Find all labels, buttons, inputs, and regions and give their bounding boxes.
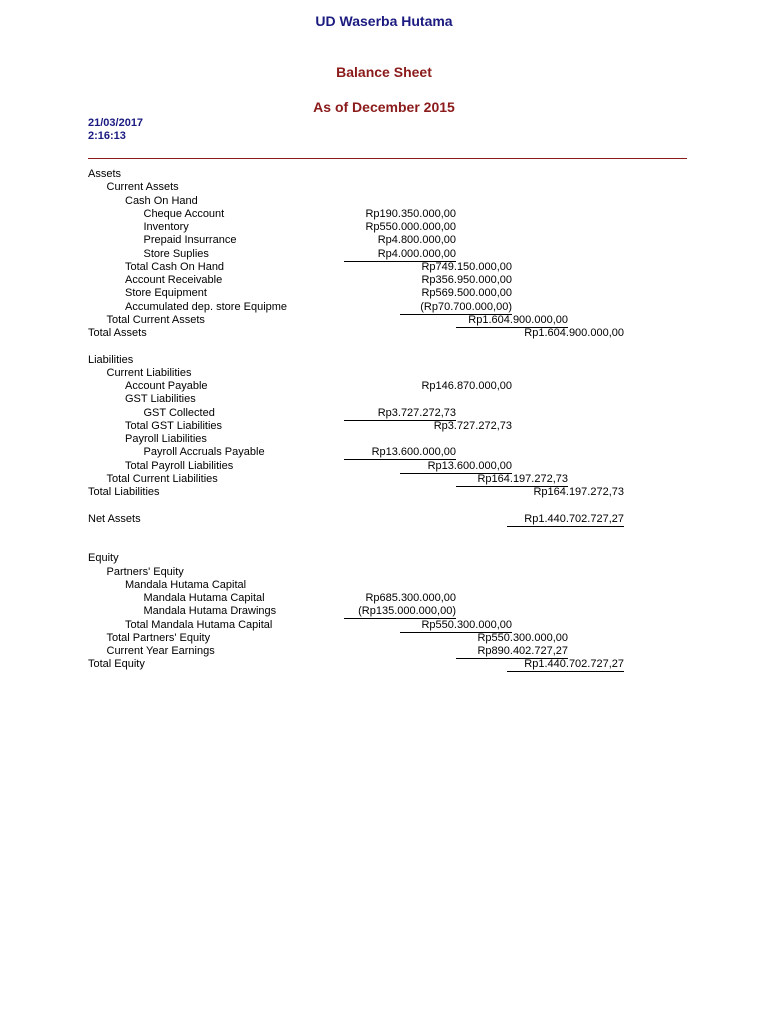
row-label: Total GST Liabilities — [125, 419, 223, 432]
row-label: Current Year Earnings — [106, 645, 215, 657]
row-label: Assets — [88, 168, 122, 180]
row-label: Partners' Equity — [106, 565, 184, 578]
statement-row — [0, 181, 768, 194]
statement-row — [0, 287, 768, 300]
row-label: Net Assets — [88, 512, 141, 525]
row-amount: Rp4.000.000,00 — [377, 247, 456, 260]
print-time: 2:16:13 — [88, 130, 126, 142]
row-label: GST Collected — [143, 406, 215, 419]
row-amount: (Rp135.000.000,00) — [358, 605, 456, 618]
statement-row — [0, 566, 768, 579]
row-amount: Rp164.197.272,73 — [533, 486, 624, 498]
row-label: Mandala Hutama Capital — [143, 592, 265, 604]
row-amount: Rp685.300.000,00 — [365, 592, 456, 604]
statement-row — [0, 380, 768, 393]
statement-row — [0, 645, 768, 658]
header-divider — [88, 158, 687, 159]
row-label: Store Suplies — [143, 247, 209, 260]
report-period: As of December 2015 — [313, 99, 455, 115]
statement-row — [0, 619, 768, 632]
statement-row — [0, 261, 768, 274]
statement-row — [0, 327, 768, 340]
row-label: Cheque Account — [143, 207, 225, 220]
row-label: Payroll Accruals Payable — [143, 446, 265, 459]
statement-row — [0, 592, 768, 605]
statement-row — [0, 579, 768, 592]
row-amount: Rp550.000.000,00 — [365, 221, 456, 233]
statement-row — [0, 420, 768, 433]
row-label: Payroll Liabilities — [125, 433, 207, 445]
statement-row — [0, 513, 768, 526]
row-label: Store Equipment — [125, 287, 207, 300]
statement-row — [0, 632, 768, 645]
row-amount: Rp13.600.000,00 — [371, 446, 456, 459]
row-amount: (Rp70.700.000,00) — [420, 300, 512, 313]
statement-row — [0, 499, 768, 512]
statement-row — [0, 301, 768, 314]
row-label: Current Liabilities — [106, 366, 192, 379]
row-amount: Rp190.350.000,00 — [365, 207, 456, 220]
row-label: Mandala Hutama Capital — [125, 578, 247, 591]
row-amount: Rp550.300.000,00 — [477, 631, 568, 644]
row-amount: Rp1.440.702.727,27 — [524, 658, 624, 671]
statement-row — [0, 605, 768, 618]
statement-row — [0, 473, 768, 486]
row-label: Mandala Hutama Drawings — [143, 605, 277, 618]
statement-row — [0, 168, 768, 181]
row-label: Equity — [88, 552, 119, 565]
row-amount: Rp4.800.000,00 — [377, 234, 456, 247]
row-label: Total Current Liabilities — [106, 472, 218, 485]
statement-row — [0, 354, 768, 367]
row-amount: Rp3.727.272,73 — [433, 419, 512, 432]
row-label: Account Payable — [125, 380, 208, 392]
statement-row — [0, 367, 768, 380]
row-label: Total Equity — [88, 658, 145, 671]
row-amount: Rp1.604.900.000,00 — [524, 327, 624, 339]
print-date: 21/03/2017 — [88, 117, 144, 129]
row-amount: Rp550.300.000,00 — [421, 618, 512, 631]
statement-row — [0, 539, 768, 552]
statement-row — [0, 195, 768, 208]
row-label: Liabilities — [88, 353, 134, 366]
statement-row — [0, 446, 768, 459]
balance-sheet-body — [0, 168, 768, 672]
statement-row — [0, 314, 768, 327]
statement-row — [0, 526, 768, 539]
row-amount: Rp1.604.900.000,00 — [468, 313, 568, 326]
row-amount: Rp3.727.272,73 — [377, 406, 456, 419]
statement-row — [0, 552, 768, 565]
row-label: Total Cash On Hand — [125, 260, 225, 273]
statement-row — [0, 340, 768, 353]
statement-row — [0, 221, 768, 234]
row-amount: Rp146.870.000,00 — [421, 380, 512, 392]
statement-row — [0, 248, 768, 261]
row-label: Accumulated dep. store Equipme — [125, 300, 288, 313]
statement-row — [0, 208, 768, 221]
row-label: GST Liabilities — [125, 393, 196, 406]
row-label: Total Mandala Hutama Capital — [125, 618, 273, 631]
row-amount: Rp749.150.000,00 — [421, 260, 512, 273]
row-label: Prepaid Insurrance — [143, 234, 237, 247]
row-amount: Rp890.402.727,27 — [477, 645, 568, 657]
row-label: Account Receivable — [125, 274, 223, 286]
company-name: UD Waserba Hutama — [315, 13, 453, 29]
report-title: Balance Sheet — [336, 64, 432, 80]
row-amount: Rp569.500.000,00 — [421, 287, 512, 300]
row-label: Total Partners' Equity — [106, 631, 211, 644]
row-label: Total Payroll Liabilities — [125, 459, 234, 472]
statement-row — [0, 486, 768, 499]
row-label: Cash On Hand — [125, 194, 198, 207]
statement-row — [0, 460, 768, 473]
row-amount: Rp164.197.272,73 — [477, 472, 568, 485]
statement-row — [0, 234, 768, 247]
subtotal-underline — [507, 671, 624, 672]
statement-row — [0, 433, 768, 446]
statement-row — [0, 393, 768, 406]
statement-row — [0, 274, 768, 287]
statement-row — [0, 407, 768, 420]
row-amount: Rp13.600.000,00 — [427, 459, 512, 472]
statement-row — [0, 658, 768, 671]
row-amount: Rp356.950.000,00 — [421, 274, 512, 286]
row-label: Inventory — [143, 221, 189, 233]
row-label: Total Liabilities — [88, 486, 160, 498]
row-label: Total Assets — [88, 327, 147, 339]
row-label: Current Assets — [106, 181, 179, 194]
row-label: Total Current Assets — [106, 313, 205, 326]
row-amount: Rp1.440.702.727,27 — [524, 512, 624, 525]
